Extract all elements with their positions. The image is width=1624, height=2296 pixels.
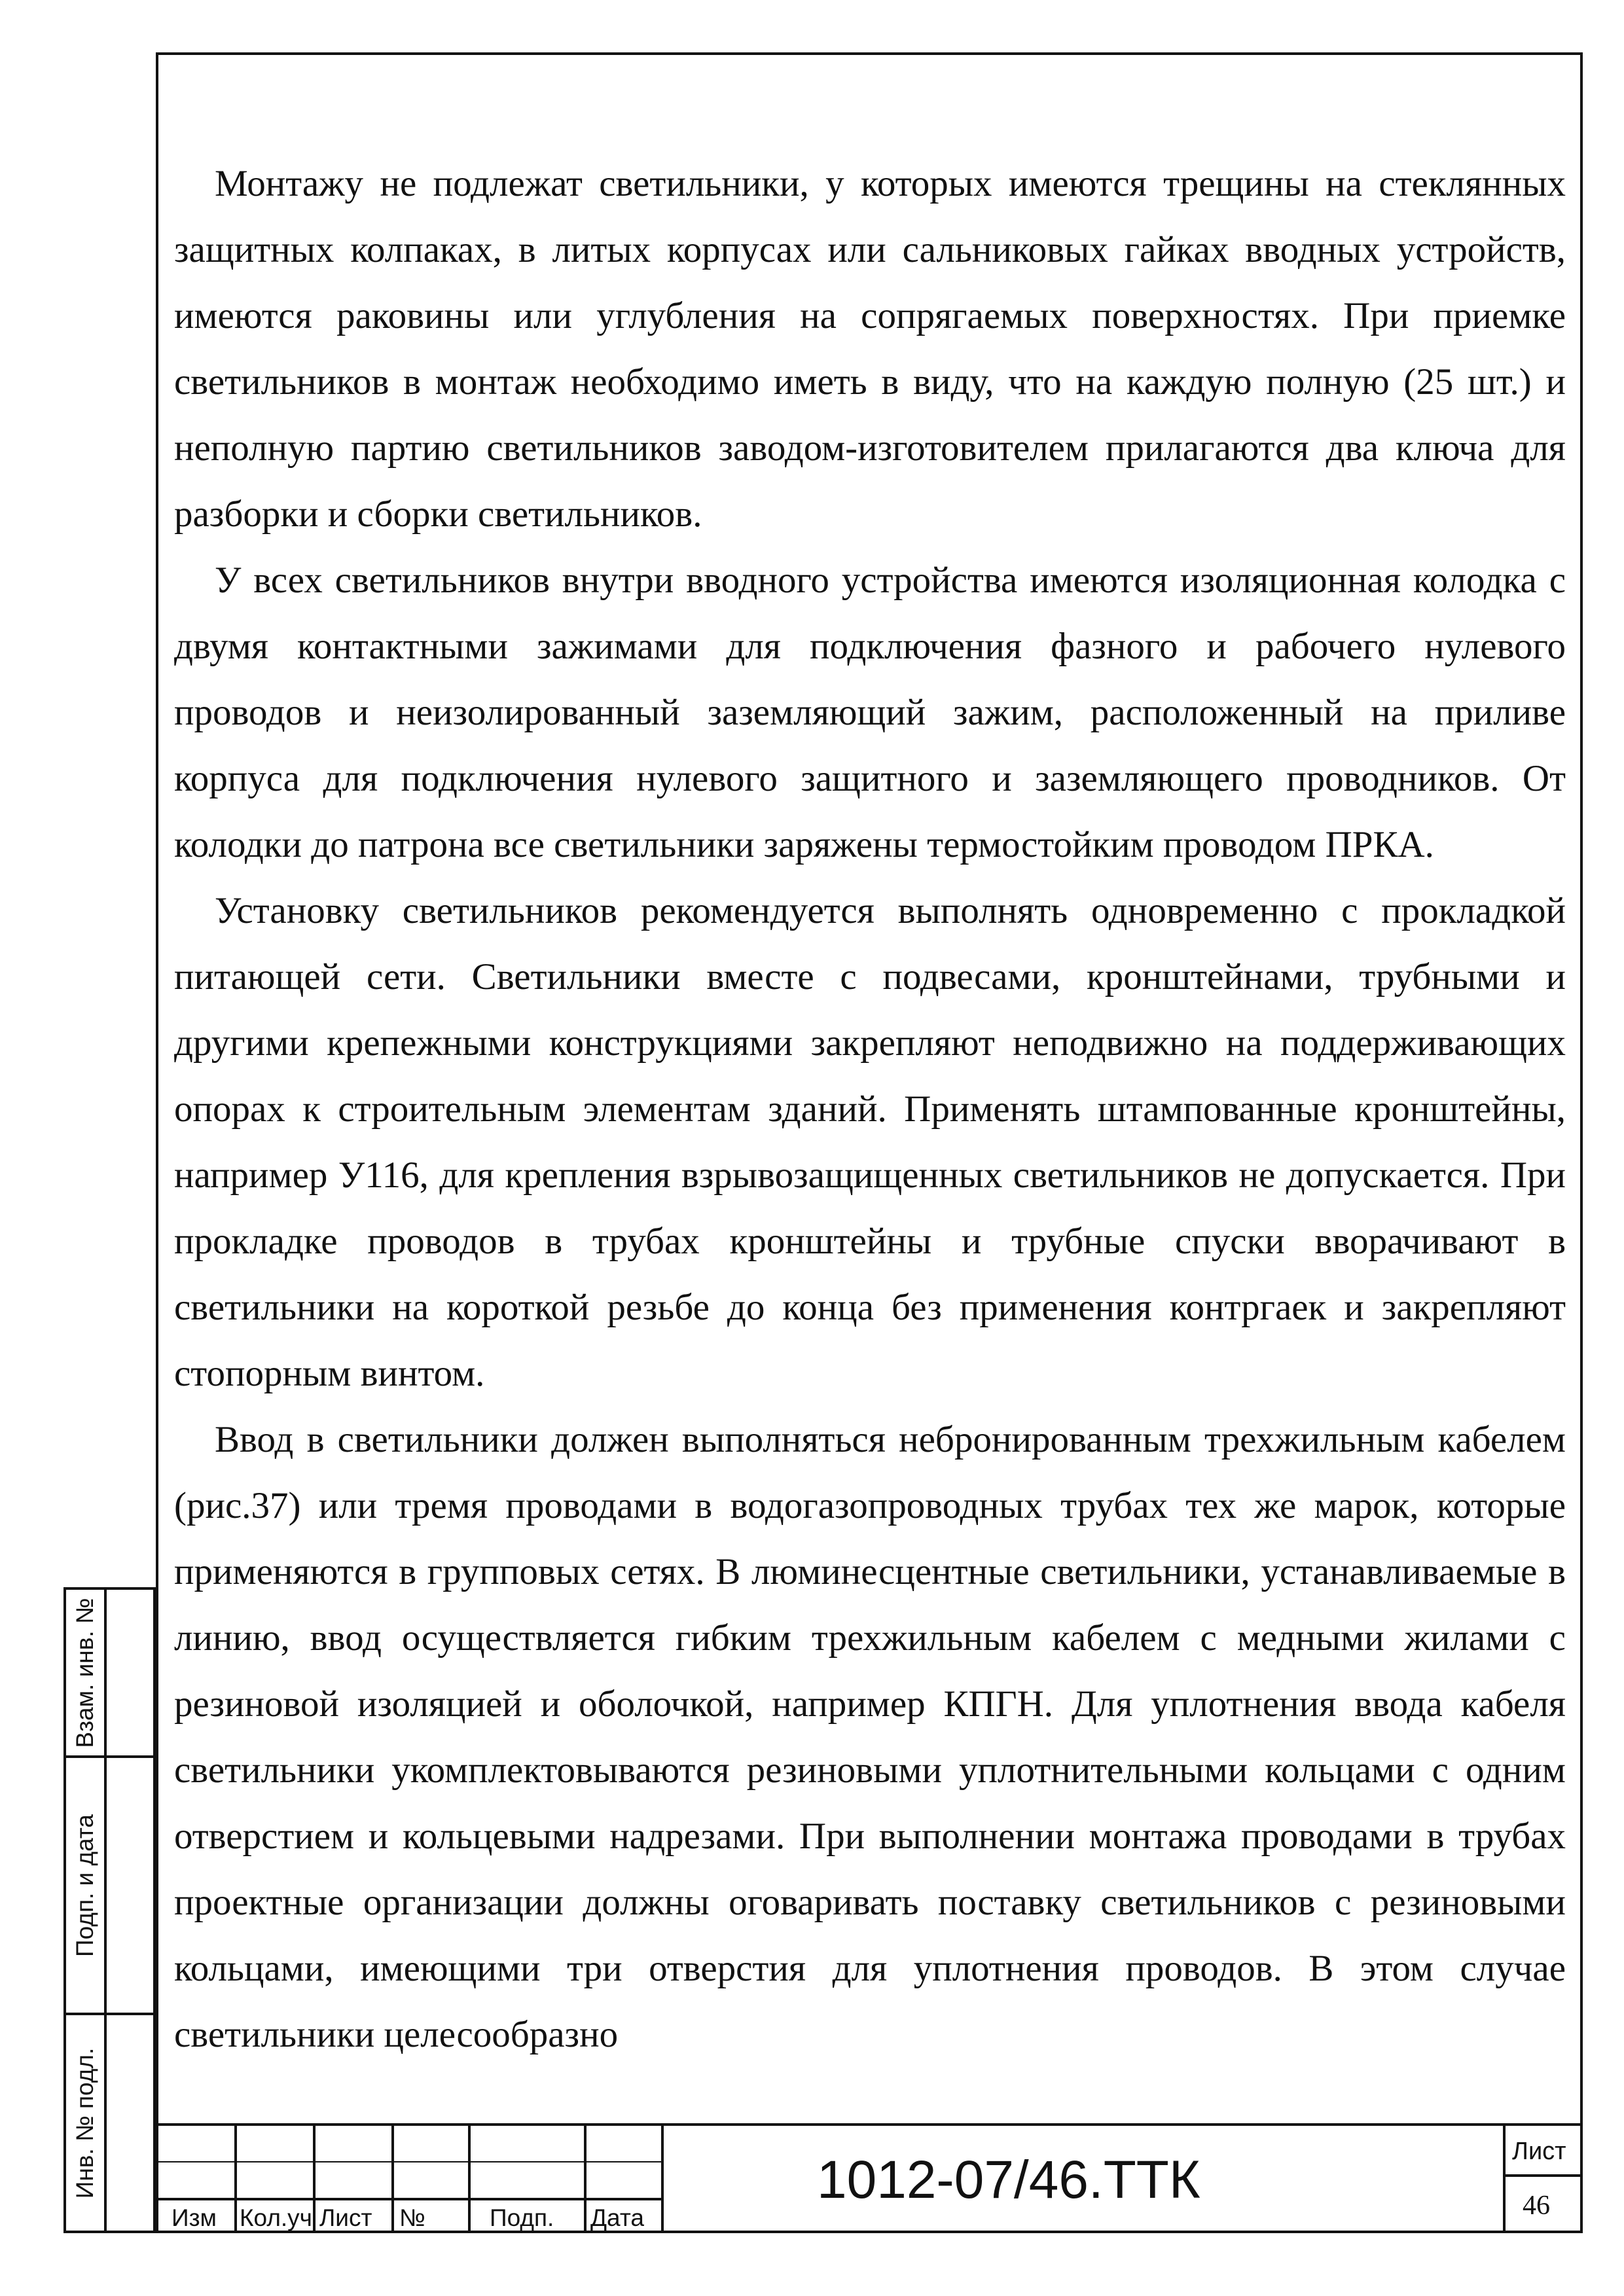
paragraph-4: Ввод в светильники должен выполняться небронированным трехжильным кабелем (рис.37) или тремя проводами в водогазопроводных трубах тех же марок, которые применяются в групповых сетях. В люминесцентные светильники, устанавливаемые в линию, ввод осуществляется гибким трехжильным кабелем с медными жилами с резиновой изоляцией и оболочкой, например КПГН. Для уплотнения ввода кабеля светильники укомплектовываются резиновыми уплотнительными кольцами с одним отверстием и кольцевыми надрезами. При выполнении монтажа проводами в трубах проектные организации должны оговаривать поставку светильников с резиновыми кольцами, имеющими три отверстия для уплотнения проводов. В этом случае светильники целесообразно — [174, 1419, 1566, 2055]
sheet-label: Лист — [1512, 2138, 1566, 2165]
vzam-inv-box — [63, 1587, 156, 1758]
title-block — [156, 2123, 1583, 2233]
side-stamp — [63, 1587, 156, 2233]
col-kol-uch: Кол.уч — [240, 2204, 312, 2231]
body-text — [174, 151, 1566, 2068]
col-divider-2 — [313, 2123, 316, 2233]
paragraph-1: Монтажу не подлежат светильники, у которых имеются трещины на стеклянных защитных колпаках, в литых корпусах или сальниковых гайках вводных устройств, имеются раковины или углубления на сопрягаемых поверхностях. При приемке светильников в монтаж необходимо иметь в виду, что на каждую полную (25 шт.) и неполную партию светильников заводом-изготовителем прилагаются два ключа для разборки и сборки светильников. — [174, 163, 1566, 535]
col-podp: Подп. — [490, 2204, 554, 2231]
sheet-number: 46 — [1523, 2191, 1550, 2221]
paragraph-2: У всех светильников внутри вводного устройства имеются изоляционная колодка с двумя контактными зажимами для подключения фазного и рабочего нулевого проводов и неизолированный заземляющий зажим, расположенный на приливе корпуса для подключения нулевого защитного и заземляющего проводников. От колодки до патрона все светильники заряжены термостойким проводом ПРКА. — [174, 560, 1566, 865]
col-divider-5 — [584, 2123, 586, 2233]
col-divider-6 — [661, 2123, 664, 2233]
col-list: Лист — [319, 2204, 372, 2231]
document-code: 1012-07/46.ТТК — [817, 2150, 1200, 2210]
title-block-top-line — [156, 2123, 1583, 2126]
col-number: № — [399, 2204, 425, 2231]
inv-podl-label-cell — [66, 2015, 107, 2231]
inv-podl-label: Инв. № подл. — [71, 2047, 98, 2198]
col-izm: Изм — [171, 2204, 217, 2231]
col-data: Дата — [590, 2204, 644, 2231]
inv-podl-box — [63, 2013, 156, 2233]
paragraph-3: Установку светильников рекомендуется выполнять одновременно с прокладкой питающей сети. Светильники вместе с подвесами, кронштейнами, трубными и другими крепежными конструкциями закрепляют неподвижно на поддерживающих опорах к строительным элементам зданий. Применять штампованные кронштейны, например У116, для крепления взрывозащищенных светильников не допускается. При прокладке проводов в трубах кронштейны и трубные спуски вворачивают в светильники на короткой резьбе до конца без применения контргаек и закрепляют стопорным винтом. — [174, 890, 1566, 1394]
col-divider-1 — [234, 2123, 237, 2233]
podp-data-label: Подп. и дата — [71, 1814, 98, 1957]
podp-data-box — [63, 1755, 156, 2015]
col-divider-3 — [391, 2123, 394, 2233]
col-divider-4 — [468, 2123, 471, 2233]
podp-data-label-cell — [66, 1758, 107, 2013]
vzam-inv-label-cell — [66, 1590, 107, 1755]
vzam-inv-label: Взам. инв. № — [71, 1597, 98, 1748]
